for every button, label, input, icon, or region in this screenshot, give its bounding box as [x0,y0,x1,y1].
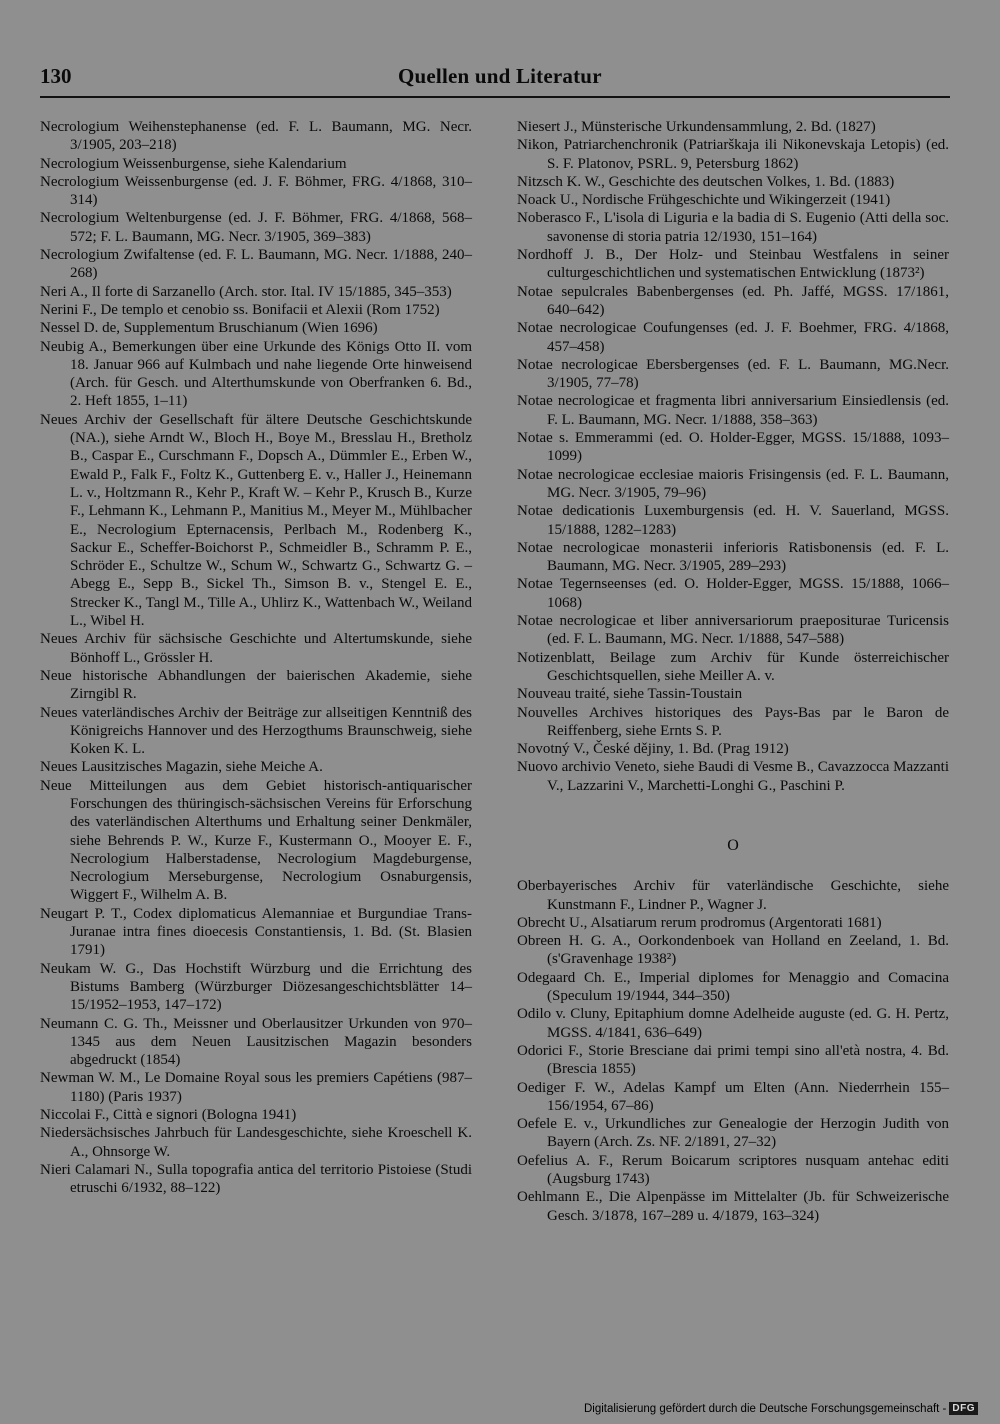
page-header [40,64,950,94]
bibliography-entry: Notae necrologicae et fragmenta libri anniversarium Einsiedlensis (ed. F. L. Baumann, MG. Necr. 1/1888, 358–363) [517,393,949,428]
bibliography-entry: Nerini F., De templo et cenobio ss. Bonifacii et Alexii (Rom 1752) [40,301,440,318]
bibliography-entry: Oehlmann E., Die Alpenpässe im Mittelalter (Jb. für Schweizerische Gesch. 3/1878, 167–289 u. 4/1879, 163–324) [517,1189,949,1224]
bibliography-entry: Notae necrologicae ecclesiae maioris Frisingensis (ed. F. L. Baumann, MG. Necr. 3/1905, 79–96) [517,466,949,501]
bibliography-entry: Oefele E. v., Urkundliches zur Genealogie der Herzogin Judith von Bayern (Arch. Zs. NF. 2/1891, 27–32) [517,1116,949,1151]
bibliography-entry: Neue Mitteilungen aus dem Gebiet historisch-antiquarischer Forschungen des thüringisch-sächsischen Vereins für Erforschung des vaterländischen Alterthums und Erhaltung seiner Denkmäler, siehe Behrends P. W., Kurze F., Kustermann O., Mooyer E. F., Necrologium Halberstadense, Necrologium Magdeburgense, Necrologium Merseburgense, Necrologium Osnaburgensis, Wiggert F., Wilhelm A. B. [40,777,472,904]
bibliography-entry: Neues vaterländisches Archiv der Beiträge zur allseitigen Kenntniß des Königreichs Hannover und des Herzogthums Braunschweig, siehe Koken K. L. [40,704,472,758]
bibliography-entry: Notae s. Emmerammi (ed. O. Holder-Egger, MGSS. 15/1888, 1093–1099) [517,430,949,465]
bibliography-entry: Odilo v. Cluny, Epitaphium domne Adelheide auguste (ed. G. H. Pertz, MGSS. 4/1841, 636–649) [517,1006,949,1041]
bibliography-entry: Niedersächsisches Jahrbuch für Landesgeschichte, siehe Kroeschell K. A., Ohnsorge W. [40,1125,472,1160]
bibliography-entry: Neues Archiv für sächsische Geschichte und Altertumskunde, siehe Bönhoff L., Grössler H. [40,631,472,666]
bibliography-entry: Nordhoff J. B., Der Holz- und Steinbau Westfalens in seiner culturgeschichtlichen und systematischen Entwicklung (1873²) [517,247,949,282]
bibliography-entry: Neri A., Il forte di Sarzanello (Arch. stor. Ital. IV 15/1885, 345–353) [40,283,452,300]
bibliography-entry: Novotný V., České dějiny, 1. Bd. (Prag 1912) [517,741,789,758]
bibliography-entry: Neubig A., Bemerkungen über eine Urkunde des Königs Otto II. vom 18. Januar 966 auf Kulmbach und nahe liegende Orte hinweisend (Arch. für Gesch. und Alterthumskunde von Oberfranken 6. Bd., 2. Heft 1855, 1–11) [40,338,472,410]
bibliography-entry: Notae necrologicae et liber anniversariorum praepositurae Turicensis (ed. F. L. Baumann, MG. Necr. 1/1888, 547–588) [517,613,949,648]
bibliography-entry: Oberbayerisches Archiv für vaterländische Geschichte, siehe Kunstmann F., Lindner P., Wagner J. [517,878,949,913]
footer-credit: Digitalisierung gefördert durch die Deutsche Forschungsgemeinschaft - [583,1402,947,1415]
bibliography-entry: Necrologium Weltenburgense (ed. J. F. Böhmer, FRG. 4/1868, 568–572; F. L. Baumann, MG. Necr. 3/1905, 369–383) [40,210,472,245]
bibliography-entry: Neukam W. G., Das Hochstift Würzburg und die Errichtung des Bistums Bamberg (Würzburger Diözesangeschichtsblätter 14–15/1952–1953, 147–172) [40,960,472,1014]
bibliography-entry: Nitzsch K. W., Geschichte des deutschen Volkes, 1. Bd. (1883) [517,173,895,190]
bibliography-entry: Nikon, Patriarchenchronik (Patriarškaja ili Nikonevskaja Letopis) (ed. S. F. Platonov, PSRL. 9, Petersburg 1862) [517,137,949,172]
bibliography-entry: Newman W. M., Le Domaine Royal sous les premiers Capétiens (987–1180) (Paris 1937) [40,1070,472,1105]
section-n-continued [517,118,949,795]
header-divider [40,96,950,98]
bibliography-entry: Neugart P. T., Codex diplomaticus Alemanniae et Burgundiae Trans-Juranae intra fines dioecesis Constantiensis, 1. Bd. (St. Blasien 1791) [40,905,472,959]
bibliography-entry: Notae necrologicae Ebersbergenses (ed. F. L. Baumann, MG.Necr. 3/1905, 77–78) [517,356,949,392]
bibliography-entry: Niccolai F., Città e signori (Bologna 1941) [40,1107,297,1124]
right-column [517,118,949,1225]
bibliography-entry: Nuovo archivio Veneto, siehe Baudi di Vesme B., Cavazzocca Mazzanti V., Lazzarini V., Marchetti-Longhi G., Paschini P. [517,759,949,794]
bibliography-entry: Obrecht U., Alsatiarum rerum prodromus (Argentorati 1681) [517,914,882,931]
bibliography-entry: Niesert J., Münsterische Urkundensammlung, 2. Bd. (1827) [517,119,876,135]
bibliography-entry: Nouvelles Archives historiques des Pays-Bas par le Baron de Reiffenberg, siehe Ernts S. P. [517,704,949,739]
bibliography-entry: Neue historische Abhandlungen der baierischen Akademie, siehe Zirngibl R. [40,667,472,703]
footer [584,1402,978,1415]
page-number: 130 [40,64,72,88]
bibliography-entry: Necrologium Weissenburgense (ed. J. F. Böhmer, FRG. 4/1868, 310–314) [40,173,472,209]
bibliography-entry: Notae necrologicae monasterii inferioris Ratisbonensis (ed. F. L. Baumann, MG. Necr. 3/1905, 289–293) [517,539,949,575]
bibliography-entry: Neues Archiv der Gesellschaft für ältere Deutsche Geschichtskunde (NA.), siehe Arndt W., Bloch H., Boye M., Bresslau H., Bretholz B., Caspar E., Curschmann F., Dopsch A., Dümmler E., Erben W., Ewald P., Falk F., Foltz K., Guttenberg E. v., Haller J., Heinemann L. v., Holtzmann R., Kehr P., Kraft W. – Kehr P., Krusch B., Kurze F., Lehmann K., Lehmann P., Manitius M., Meyer M., Mühlbacher E., Necrologium Epternacensis, Perlbach M., Rodenberg K., Sackur E., Scheffer-Boichorst P., Schmeidler B., Schramm P. E., Schröder E., Schultze W., Schum W., Schwartz G., Schwartz G. – Abegg E., Sepp B., Sickel Th., Simson B. v., Stengel E. E., Strecker K., Tangl M., Tille A., Uhlirz K., Wattenbach W., Weiland L., Wibel H. [40,411,472,630]
bibliography-entry: Odorici F., Storie Bresciane dai primi tempi sino all'età nostra, 4. Bd. (Brescia 1855) [517,1042,949,1078]
dfg-logo: DFG [949,1402,978,1415]
bibliography-entry: Oediger F. W., Adelas Kampf um Elten (Ann. Niederrhein 155–156/1954, 67–86) [517,1079,949,1114]
bibliography-entry: Notae sepulcrales Babenbergenses (ed. Ph. Jaffé, MGSS. 17/1861, 640–642) [517,283,949,318]
section-letter: O [727,836,739,854]
bibliography-entry: Neues Lausitzisches Magazin, siehe Meiche A. [40,759,323,776]
left-column [40,118,472,1198]
bibliography-entry: Noberasco F., L'isola di Liguria e la badia di S. Eugenio (Atti della soc. savonense di storia patria 12/1930, 151–164) [517,210,949,245]
bibliography-entry: Necrologium Zwifaltense (ed. F. L. Baumann, MG. Necr. 1/1888, 240–268) [40,247,472,282]
running-title: Quellen und Literatur [398,64,602,88]
bibliography-entry: Notae dedicationis Luxemburgensis (ed. H. V. Sauerland, MGSS. 15/1888, 1282–1283) [517,503,949,538]
bibliography-entry: Notizenblatt, Beilage zum Archiv für Kunde österreichischer Geschichtsquellen, siehe Meiller A. v. [517,649,949,684]
bibliography-entry: Neumann C. G. Th., Meissner und Oberlausitzer Urkunden von 970–1345 aus dem Neuen Lausitzischen Magazin besonders abgedruckt (1854) [40,1015,472,1069]
bibliography-entry: Obreen H. G. A., Oorkondenboek van Holland en Zeeland, 1. Bd. (s'Gravenhage 1938²) [517,933,949,968]
bibliography-entry: Nessel D. de, Supplementum Bruschianum (Wien 1696) [40,320,378,337]
bibliography-entry: Nouveau traité, siehe Tassin-Toustain [517,686,743,703]
bibliography-entry: Notae Tegernseenses (ed. O. Holder-Egger, MGSS. 15/1888, 1066–1068) [517,576,949,611]
bibliography-entry: Notae necrologicae Coufungenses (ed. J. F. Boehmer, FRG. 4/1868, 457–458) [517,320,949,355]
bibliography-entry: Noack U., Nordische Frühgeschichte und Wikingerzeit (1941) [517,192,891,209]
bibliography-entry: Nieri Calamari N., Sulla topografia antica del territorio Pistoiese (Studi etruschi 6/1932, 88–122) [40,1161,472,1197]
bibliography-entry: Necrologium Weihenstephanense (ed. F. L. Baumann, MG. Necr. 3/1905, 203–218) [40,119,472,154]
bibliography-entry: Odegaard Ch. E., Imperial diplomes for Menaggio and Comacina (Speculum 19/1944, 344–350) [517,969,949,1005]
bibliography-entry: Oefelius A. F., Rerum Boicarum scriptores nusquam antehac editi (Augsburg 1743) [517,1152,949,1188]
bibliography-entry: Necrologium Weissenburgense, siehe Kalendarium [40,155,347,172]
section-o-entries [517,877,949,1225]
